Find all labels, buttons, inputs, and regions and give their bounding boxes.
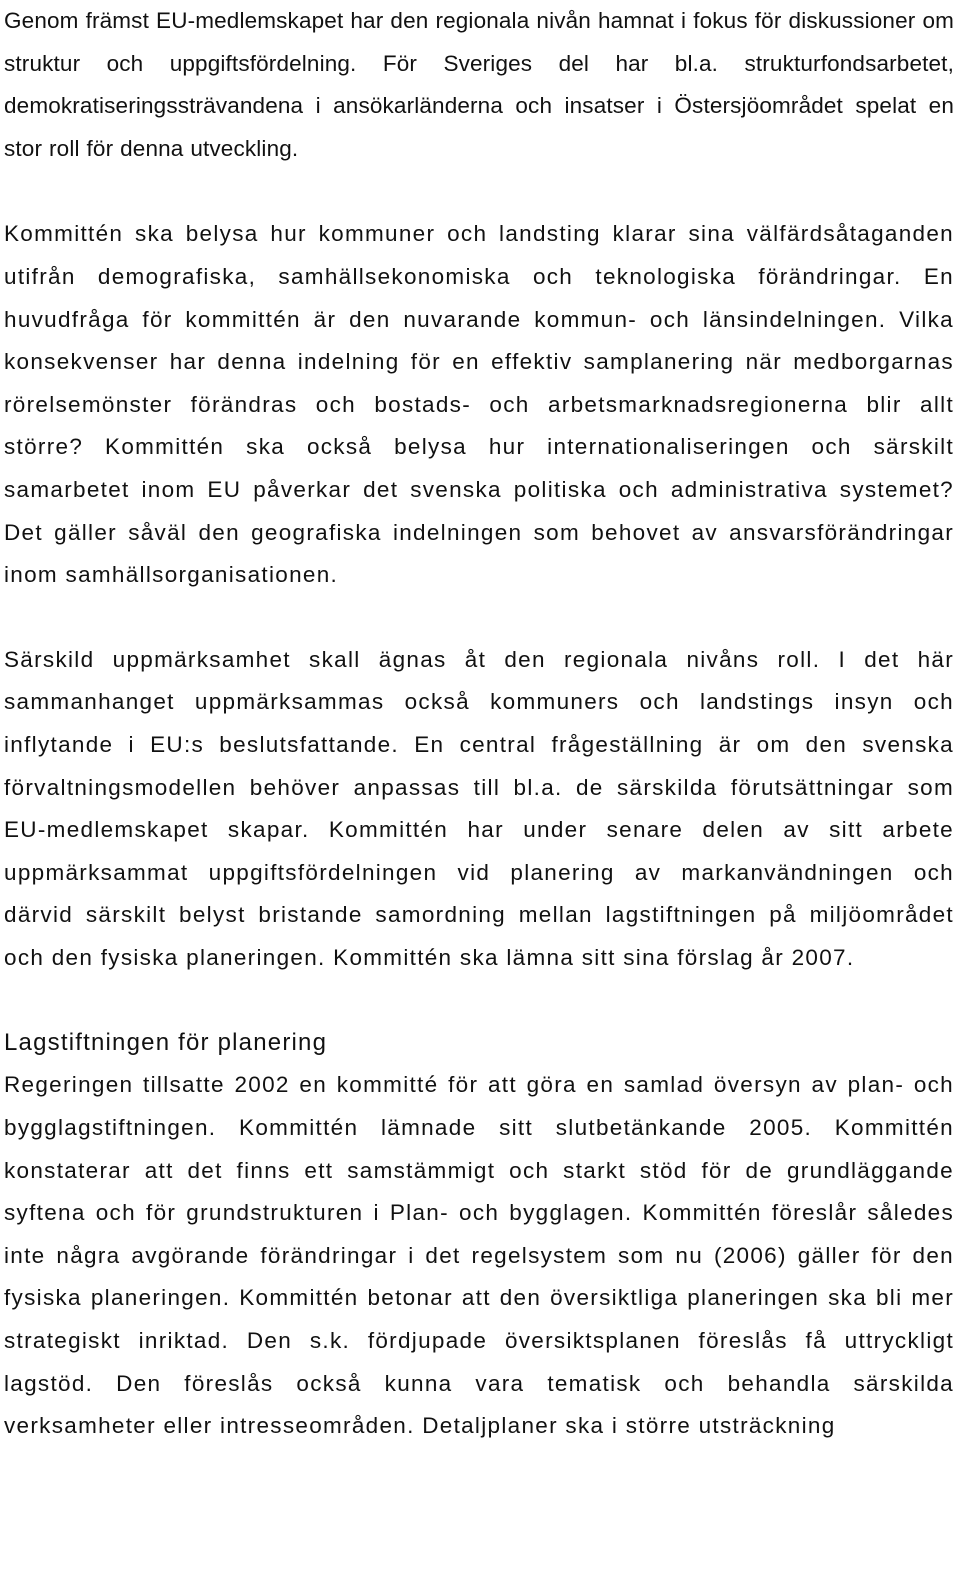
paragraph-planning-legislation: Regeringen tillsatte 2002 en kommitté för att göra en samlad översyn av plan- och bygglagstiftningen. Kommittén lämnade sitt slutbetänkande 2005. Kommittén konstaterar att det finns ett samstämmigt och starkt stöd för de grundläggande syftena och för grundstrukturen i Plan- och bygglagen. Kommittén föreslår således inte några avgörande förändringar i det regelsystem som nu (2006) gäller för den fysiska planeringen. Kommittén betonar att den översiktliga planeringen ska bli mer strategiskt inriktad. Den s.k. fördjupade översiktsplanen föreslås få uttryckligt lagstöd. Den föreslås också kunna vara tematisk och behandla särskilda verksamheter eller intresseområden. Detaljplaner ska i större utsträckning — [4, 1072, 954, 1439]
section-heading: Lagstiftningen för planering — [4, 1029, 328, 1057]
paragraph-committee-tasks: Kommittén ska belysa hur kommuner och landsting klarar sina välfärdsåtaganden utifrån demografiska, samhällsekonomiska och teknologiska förändringar. En huvudfråga för kommittén är den nuvarande kommun- och länsindelningen. Vilka konsekvenser har denna indelning för en effektiv samplanering när medborgarnas rörelsemönster förändras och bostads- och arbetsmarknadsregionerna blir allt större? Kommittén ska också belysa hur internationaliseringen och särskilt samarbetet inom EU påverkar det svenska politiska och administrativa systemet? Det gäller såväl den geografiska indelningen som behovet av ansvarsförändringar inom samhällsorganisationen. — [4, 221, 954, 588]
document-page — [4, 0, 954, 1448]
paragraph-regional-level: Genom främst EU-medlemskapet har den regionala nivån hamnat i fokus för diskussioner om struktur och uppgiftsfördelning. För Sveriges del har bl.a. strukturfondsarbetet, demokratiseringssträvandena i ansökarländerna och insatser i Östersjöområdet spelat en stor roll för denna utveckling. — [4, 8, 954, 161]
paragraph-regional-attention: Särskild uppmärksamhet skall ägnas åt den regionala nivåns roll. I det här sammanhanget uppmärksammas också kommuners och landstings insyn och inflytande i EU:s beslutsfattande. En central frågeställning är om den svenska förvaltningsmodellen behöver anpassas till bl.a. de särskilda förutsättningar som EU-medlemskapet skapar. Kommittén har under senare delen av sitt arbete uppmärksammat uppgiftsfördelningen vid planering av markanvändningen och därvid särskilt belyst bristande samordning mellan lagstiftningen på miljöområdet och den fysiska planeringen. Kommittén ska lämna sitt sina förslag år 2007. — [4, 646, 954, 970]
